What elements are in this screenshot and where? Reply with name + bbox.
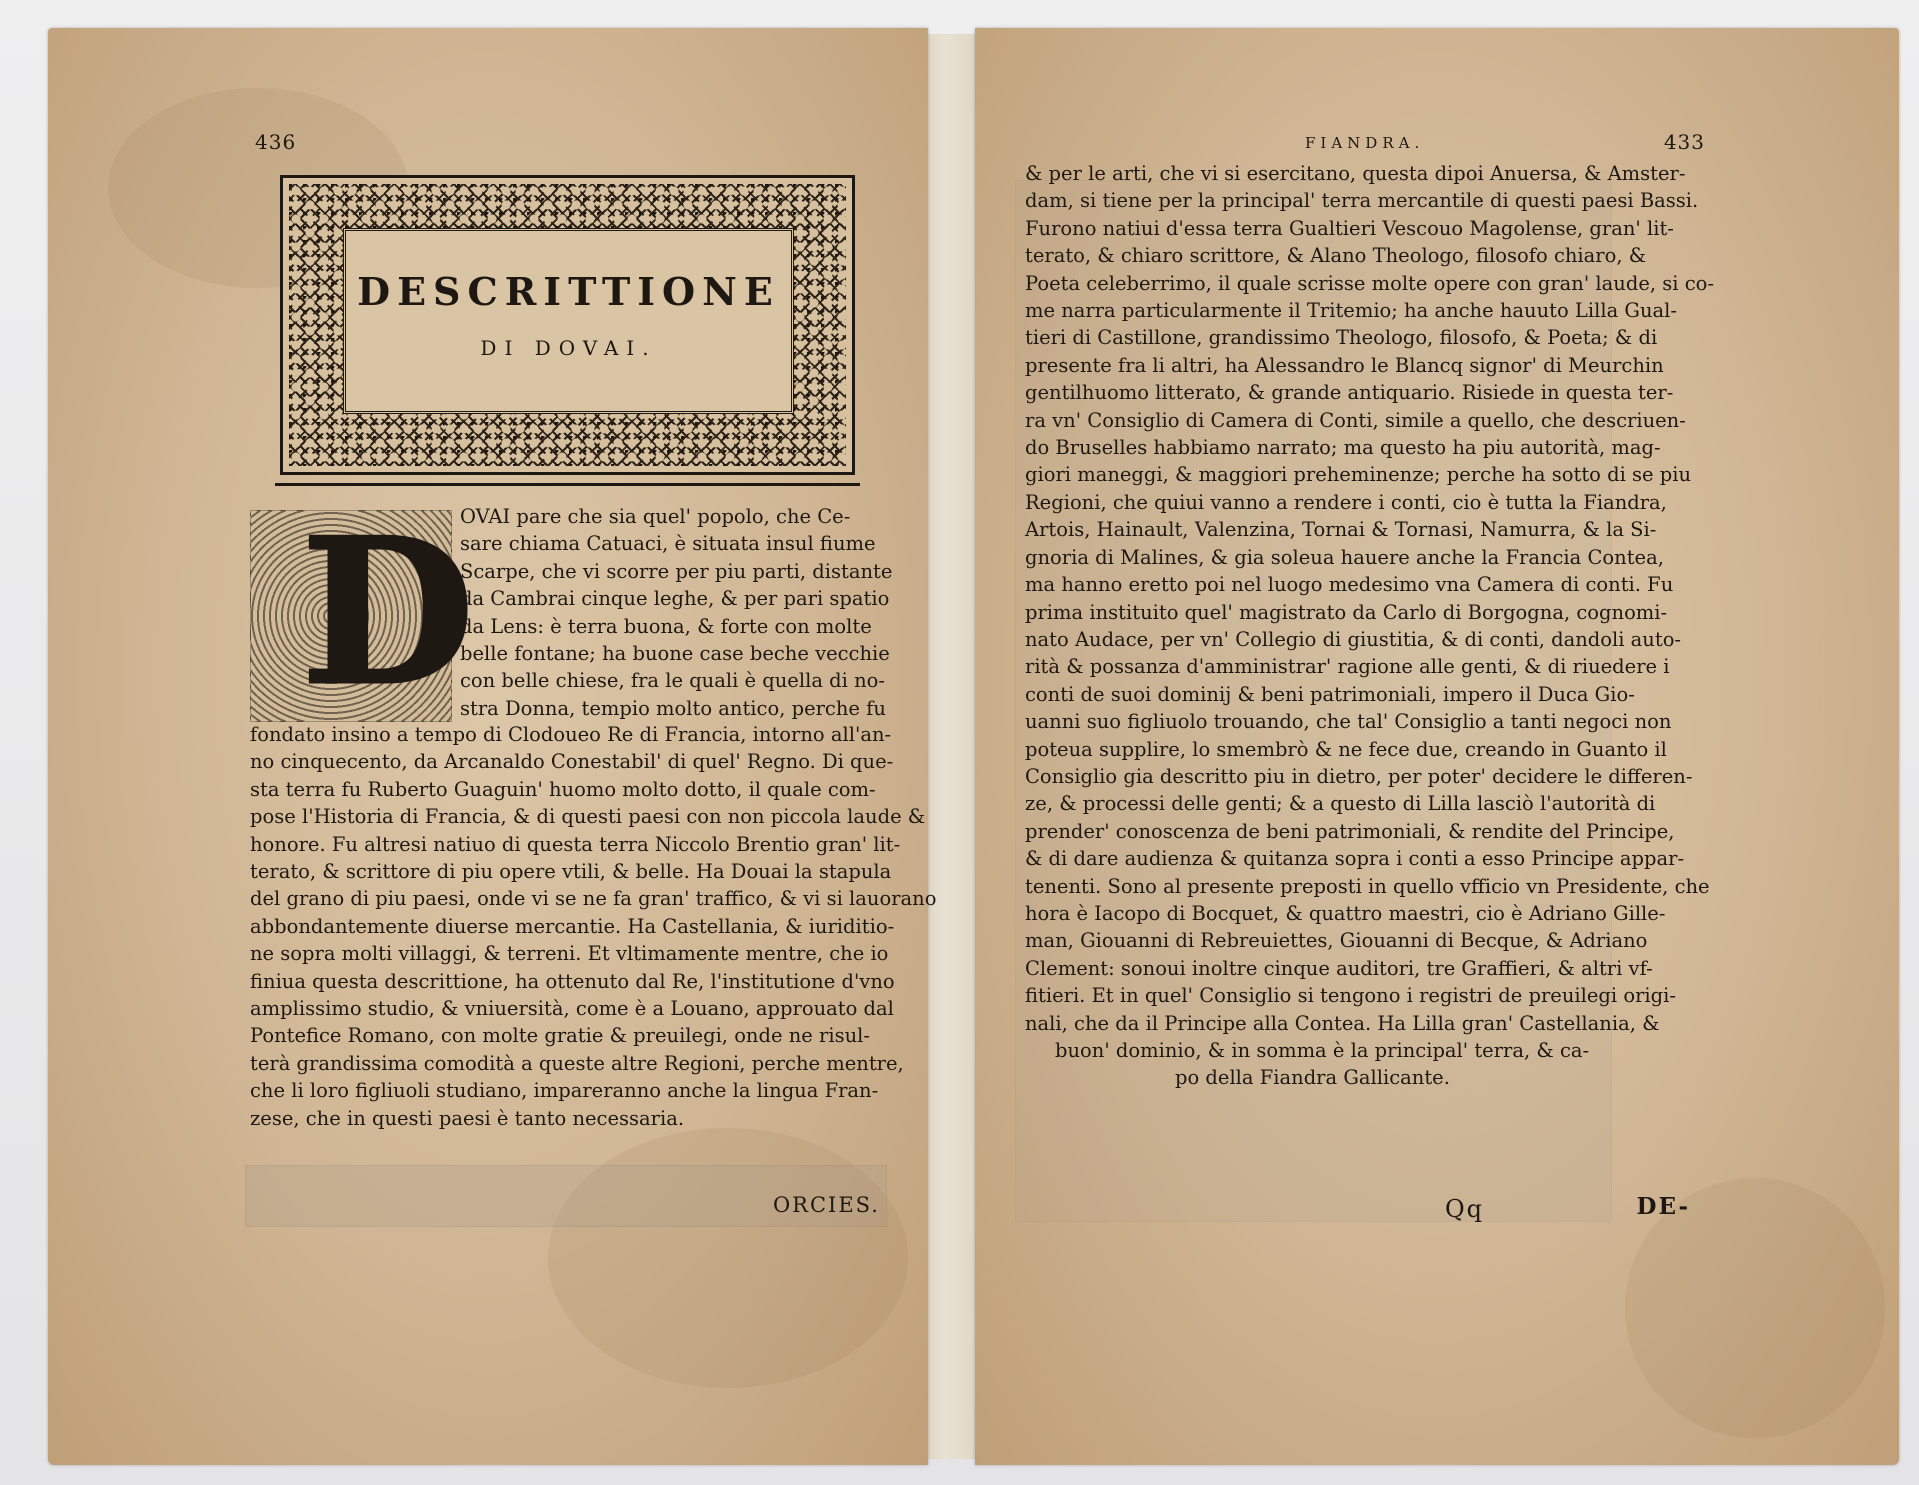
text-line: finiua questa descrittione, ha ottenuto dal Re, l'institutione d'vno	[250, 969, 895, 993]
text-line: stra Donna, tempio molto antico, perche fu	[460, 696, 886, 720]
text-line: che li loro figliuoli studiano, impareranno anche la lingua Fran-	[250, 1079, 879, 1103]
text-line: nato Audace, per vn' Collegio di giustitia, & di conti, dandoli auto-	[1025, 627, 1682, 651]
text-line: & di dare audienza & quitanza sopra i conti a esso Principe appar-	[1025, 847, 1685, 871]
text-line: buon' dominio, & in somma è la principal' terra, & ca-	[1055, 1039, 1590, 1062]
title-underline-rule	[275, 483, 860, 486]
text-line: terato, & chiaro scrittore, & Alano Theologo, filosofo chiaro, &	[1025, 244, 1647, 268]
text-line: Regioni, che quiui vanno a rendere i conti, cio è tutta la Fiandra,	[1025, 490, 1667, 514]
text-line: no cinquecento, da Arcanaldo Conestabil' di quel' Regno. Di que-	[250, 750, 894, 774]
text-line: fondato insino a tempo di Clodoueo Re di Francia, intorno all'an-	[250, 723, 892, 746]
historiated-initial	[250, 495, 475, 730]
text-line: prima instituito quel' magistrato da Carlo di Borgogna, cognomi-	[1025, 600, 1668, 624]
ornamental-title-frame	[280, 175, 855, 475]
page-subtitle: DI DOVAI.	[480, 336, 657, 360]
text-line: belle fontane; ha buone case beche vecchie	[460, 642, 890, 666]
text-line: me narra particularmente il Tritemio; ha anche hauuto Lilla Gual-	[1025, 299, 1677, 323]
text-line: zese, che in questi paesi è tanto necessaria.	[250, 1106, 685, 1130]
text-line: prender' conoscenza de beni patrimoniali, & rendite del Principe,	[1025, 819, 1675, 843]
text-line: presente fra li altri, ha Alessandro le Blancq signor' di Meurchin	[1025, 353, 1664, 377]
text-line: fitieri. Et in quel' Consiglio si tengono i registri de preuilegi origi-	[1025, 984, 1676, 1008]
text-line: Clement: sonoui inoltre cinque auditori, tre Graffieri, & altri vf-	[1025, 956, 1653, 980]
text-line: amplissimo studio, & vniuersità, come è a Louano, approuato dal	[250, 997, 894, 1021]
text-line: ra vn' Consiglio di Camera di Conti, simile a quello, che descriuen-	[1025, 408, 1686, 432]
text-line: tenenti. Sono al presente preposti in quello vfficio vn Presidente, che	[1025, 874, 1710, 898]
text-line: honore. Fu altresi natiuo di questa terra Niccolo Brentio gran' lit-	[250, 832, 901, 856]
text-line: sare chiama Catuaci, è situata insul fiume	[460, 532, 876, 556]
page-number: 433	[1663, 130, 1705, 154]
text-line: con belle chiese, fra le quali è quella di no-	[460, 669, 885, 693]
text-line: gentilhuomo litterato, & grande antiquario. Risiede in questa ter-	[1025, 381, 1674, 405]
running-head: FIANDRA.	[1305, 134, 1425, 152]
text-line: pose l'Historia di Francia, & di questi paesi con non piccola laude &	[250, 805, 926, 829]
body-text	[250, 721, 936, 1132]
text-line: abbondantemente diuerse mercantie. Ha Castellania, & iuriditio-	[250, 914, 895, 938]
text-line: & per le arti, che vi si esercitano, questa dipoi Anuersa, & Amster-	[1025, 162, 1686, 185]
text-line: nali, che da il Principe alla Contea. Ha Lilla gran' Castellania, &	[1025, 1011, 1660, 1035]
text-line: do Bruselles habbiamo narrato; ma questo ha piu autorità, mag-	[1025, 436, 1661, 460]
signature-mark: Qq	[1445, 1195, 1485, 1223]
text-line: ma hanno eretto poi nel luogo medesimo vna Camera di conti. Fu	[1025, 573, 1674, 597]
text-line: Artois, Hainault, Valenzina, Tornai & Tornasi, Namurra, & la Si-	[1025, 518, 1657, 542]
text-line: sta terra fu Ruberto Guaguin' huomo molto dotto, il quale com-	[250, 777, 876, 801]
text-line: poteua supplire, lo smembrò & ne fece due, creando in Guanto il	[1025, 737, 1667, 761]
text-line: tieri di Castillone, grandissimo Theologo, filosofo, & Poeta; & di	[1025, 326, 1658, 350]
left-page	[240, 120, 937, 1230]
text-line: terato, & scrittore di piu opere vtili, & belle. Ha Douai la stapula	[250, 860, 892, 884]
text-line: ze, & processi delle genti; & a questo di Lilla lasciò l'autorità di	[1025, 792, 1656, 816]
title-cartouche	[343, 228, 794, 414]
text-line: conti de suoi dominij & beni patrimoniali, impero il Duca Gio-	[1025, 682, 1635, 706]
text-line: Poeta celeberrimo, il quale scrisse molte opere con gran' laude, si co-	[1025, 271, 1714, 295]
catchword: ORCIES.	[772, 1193, 880, 1217]
text-line: dam, si tiene per la principal' terra mercantile di questi paesi Bassi.	[1025, 189, 1699, 213]
text-line: man, Giouanni di Rebreuiettes, Giouanni di Becque, & Adriano	[1025, 929, 1648, 953]
text-line: Pontefice Romano, con molte gratie & preuilegi, onde ne risul-	[250, 1024, 870, 1048]
text-line: ne sopra molti villaggi, & terreni. Et vltimamente mentre, che io	[250, 942, 889, 966]
text-line: Furono natiui d'essa terra Gualtieri Vescouo Magolense, gran' lit-	[1025, 216, 1674, 240]
text-line: rità & possanza d'amministrar' ragione alle genti, & di riuedere i	[1025, 655, 1670, 679]
text-line: Scarpe, che vi scorre per piu parti, distante	[460, 559, 893, 583]
drop-cap-letter: D	[301, 495, 475, 730]
page-title: DESCRITTIONE	[357, 269, 780, 314]
text-line: da Lens: è terra buona, & forte con molte	[460, 614, 872, 638]
text-line: terà grandissima comodità a queste altre Regioni, perche mentre,	[250, 1051, 904, 1075]
text-line: OVAI pare che sia quel' popolo, che Ce-	[460, 505, 851, 528]
text-line: giori maneggi, & maggiori preheminenze; perche ha sotto di se piu	[1025, 463, 1692, 487]
catchword: DE-	[1636, 1193, 1690, 1220]
right-page	[1015, 120, 1715, 1230]
text-line: hora è Iacopo di Bocquet, & quattro maestri, cio è Adriano Gille-	[1025, 901, 1666, 925]
text-line: del grano di piu paesi, onde vi se ne fa gran' traffico, & vi si lauorano	[250, 887, 937, 911]
text-beside-initial	[460, 503, 892, 722]
body-text	[1025, 160, 1714, 1092]
text-line: po della Fiandra Gallicante.	[1175, 1066, 1450, 1090]
text-line: uanni suo figliuolo trouando, che tal' Consiglio a tanti negoci non	[1025, 710, 1672, 734]
text-line: da Cambrai cinque leghe, & per pari spatio	[460, 587, 890, 611]
text-line: Consiglio gia descritto piu in dietro, per poter' decidere le differen-	[1025, 764, 1693, 788]
page-number: 436	[255, 130, 297, 154]
text-line: gnoria di Malines, & gia soleua hauere anche la Francia Contea,	[1025, 545, 1664, 569]
